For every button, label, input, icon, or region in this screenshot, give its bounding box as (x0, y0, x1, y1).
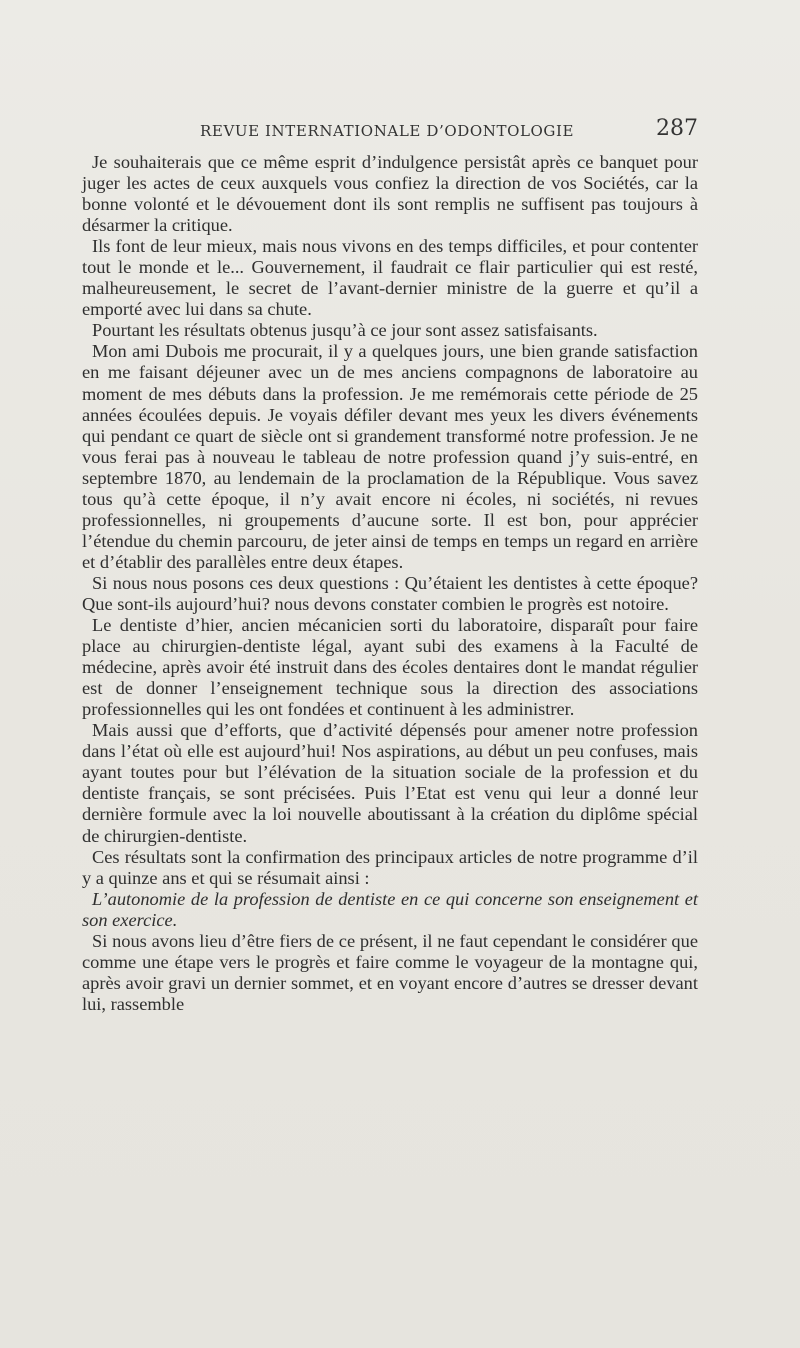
body-text (82, 152, 698, 1015)
page-number: 287 (656, 116, 698, 141)
page-header (82, 116, 698, 146)
paragraph: Mais aussi que d’efforts, que d’activité dépensés pour amener notre profession dans l’état où elle est aujourd’hui! Nos aspirations, au début un peu confuses, mais ayant toutes pour but l’élévation de la situation sociale de la profession et du dentiste français, se sont précisées. Puis l’Etat est venu qui leur a donné leur dernière formule avec la loi nouvelle aboutissant à la création du diplôme spécial de chirurgien-dentiste. (82, 720, 698, 846)
paragraph: Pourtant les résultats obtenus jusqu’à ce jour sont assez satisfaisants. (92, 320, 598, 341)
running-title: REVUE INTERNATIONALE D’ODONTOLOGIE (200, 122, 575, 140)
paragraph: Si nous avons lieu d’être fiers de ce présent, il ne faut cependant le considérer que comme une étape vers le progrès et faire comme le voyageur de la montagne qui, après avoir gravi un dernier sommet, et en voyant encore d’autres se dresser devant lui, rassemble (82, 930, 698, 1014)
paragraph: Ces résultats sont la confirmation des principaux articles de notre programme d’il y a quinze ans et qui se résumait ainsi : (82, 846, 698, 888)
program-quote: L’autonomie de la profession de dentiste en ce qui concerne son enseignement et son exercice. (82, 888, 698, 930)
paragraph: Le dentiste d’hier, ancien mécanicien sorti du laboratoire, disparaît pour faire place au chirurgien-dentiste légal, ayant subi des examens à la Faculté de médecine, après avoir été instruit dans des écoles dentaires dont le mandat régulier est de donner l’enseignement technique sous la direction des associations professionnelles qui les ont fondées et continuent à les administrer. (82, 615, 698, 720)
paragraph: Je souhaiterais que ce même esprit d’indulgence persistât après ce banquet pour juger les actes de ceux auxquels vous confiez la direction de vos Sociétés, car la bonne volonté et le dévouement dont ils sont remplis ne suffisent pas toujours à désarmer la critique. (82, 152, 698, 236)
paragraph: Si nous nous posons ces deux questions : Qu’étaient les dentistes à cette époque? Que sont-ils aujourd’hui? nous devons constater combien le progrès est notoire. (82, 572, 698, 614)
paragraph: Mon ami Dubois me procurait, il y a quelques jours, une bien grande satisfaction en me faisant déjeuner avec un de mes anciens compagnons de laboratoire au moment de mes débuts dans la profession. Je me remémorais cette période de 25 années écoulées depuis. Je voyais défiler devant mes yeux les divers événements qui pendant ce quart de siècle ont si grandement transformé notre profession. Je ne vous ferai pas à nouveau le tableau de notre profession quand j’y suis-entré, en septembre 1870, au lendemain de la proclamation de la République. Vous savez tous qu’à cette époque, il n’y avait encore ni écoles, ni sociétés, ni revues professionnelles, ni groupements d’aucune sorte. Il est bon, pour apprécier l’étendue du chemin parcouru, de jeter ainsi de temps en temps un regard en arrière et d’établir des parallèles entre deux étapes. (82, 341, 698, 572)
paragraph: Ils font de leur mieux, mais nous vivons en des temps difficiles, et pour contenter tout le monde et le... Gouvernement, il faudrait ce flair particulier qui est resté, malheureusement, le secret de l’avant-dernier ministre de la guerre et qu’il a emporté avec lui dans sa chute. (82, 236, 698, 320)
